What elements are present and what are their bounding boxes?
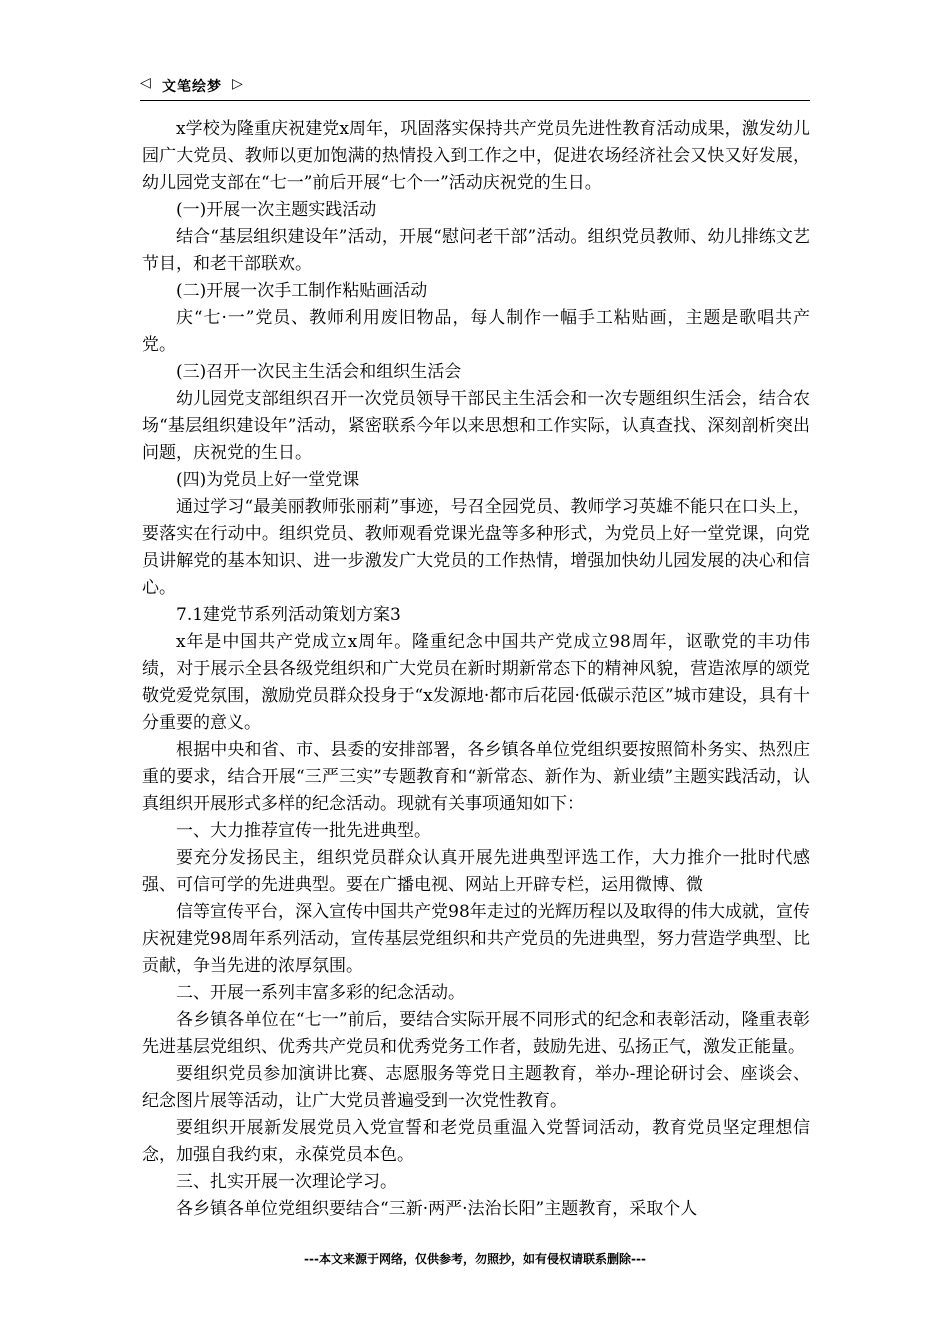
right-triangle-icon: ▷: [232, 76, 243, 92]
paragraph: 通过学习“最美丽教师张丽莉”事迹，号召全园党员、教师学习英雄不能只在口头上，要落实在行动中。组织党员、教师观看党课光盘等多种形式，为党员上好一堂党课，向党员讲解党的基本知识、进一步激发广大党员的工作热情，增强加快幼儿园发展的决心和信心。: [142, 497, 810, 598]
paragraph: 要组织开展新发展党员入党宣誓和老党员重温入党誓词活动，教育党员坚定理想信念，加强自我约束，永葆党员本色。: [142, 1118, 810, 1165]
header-brand: 文笔绘梦: [162, 79, 222, 95]
left-triangle-icon: ◁: [140, 75, 151, 91]
paragraph: 要充分发扬民主，组织党员群众认真开展先进典型评选工作，大力推介一批时代感强、可信可学的先进典型。要在广播电视、网站上开辟专栏，运用微博、微: [142, 848, 810, 895]
document-body: [142, 116, 810, 1223]
paragraph: 各乡镇各单位在“七一”前后，要结合实际开展不同形式的纪念和表彰活动，隆重表彰先进基层党组织、优秀共产党员和优秀党务工作者，鼓励先进、弘扬正气，激发正能量。: [142, 1010, 810, 1057]
paragraph: x年是中国共产党成立x周年。隆重纪念中国共产党成立98周年，讴歌党的丰功伟绩，对于展示全县各级党组织和广大党员在新时期新常态下的精神风貌，营造浓厚的颂党敬党爱党氛围，激励党员群众投身于“x发源地·都市后花园·低碳示范区”城市建设，具有十分重要的意义。: [142, 632, 810, 733]
section-heading: (三)召开一次民主生活会和组织生活会: [176, 362, 462, 382]
page-header: [140, 72, 810, 100]
paragraph: 庆“七·一”党员、教师利用废旧物品，每人制作一幅手工粘贴画，主题是歌唱共产党。: [142, 308, 810, 355]
paragraph: 要组织党员参加演讲比赛、志愿服务等党日主题教育，举办-理论研讨会、座谈会、纪念图片展等活动，让广大党员普遍受到一次党性教育。: [142, 1064, 810, 1111]
page-footer: ---本文来源于网络，仅供参考，勿照抄，如有侵权请联系删除---: [304, 1252, 646, 1266]
paragraph: 结合“基层组织建设年”活动，开展“慰问老干部”活动。组织党员教师、幼儿排练文艺节目，和老干部联欢。: [142, 227, 810, 274]
document-subtitle: 7.1建党节系列活动策划方案3: [176, 605, 401, 625]
paragraph: 幼儿园党支部组织召开一次党员领导干部民主生活会和一次专题组织生活会，结合农场“基层组织建设年”活动，紧密联系今年以来思想和工作实际，认真查找、深刻剖析突出问题，庆祝党的生日。: [142, 389, 810, 463]
header-divider: [140, 100, 810, 101]
section-heading: 一、大力推荐宣传一批先进典型。: [176, 821, 431, 841]
section-heading: 三、扎实开展一次理论学习。: [176, 1172, 397, 1192]
paragraph: 各乡镇各单位党组织要结合“三新·两严·法治长阳”主题教育，采取个人: [176, 1199, 698, 1219]
section-heading: (一)开展一次主题实践活动: [176, 200, 377, 220]
section-heading: 二、开展一系列丰富多彩的纪念活动。: [176, 983, 465, 1003]
paragraph: 信等宣传平台，深入宣传中国共产党98年走过的光辉历程以及取得的伟大成就，宣传庆祝建党98周年系列活动，宣传基层党组织和共产党员的先进典型，努力营造学典型、比贡献，争当先进的浓厚氛围。: [142, 902, 810, 976]
paragraph: x学校为隆重庆祝建党x周年，巩固落实保持共产党员先进性教育活动成果，激发幼儿园广大党员、教师以更加饱满的热情投入到工作之中，促进农场经济社会又快又好发展，幼儿园党支部在“七一”前后开展“七个一”活动庆祝党的生日。: [142, 119, 810, 193]
section-heading: (二)开展一次手工制作粘贴画活动: [176, 281, 428, 301]
paragraph: 根据中央和省、市、县委的安排部署，各乡镇各单位党组织要按照简朴务实、热烈庄重的要求，结合开展“三严三实”专题教育和“新常态、新作为、新业绩”主题实践活动，认真组织开展形式多样的纪念活动。现就有关事项通知如下：: [142, 740, 810, 814]
section-heading: (四)为党员上好一堂党课: [176, 470, 360, 490]
